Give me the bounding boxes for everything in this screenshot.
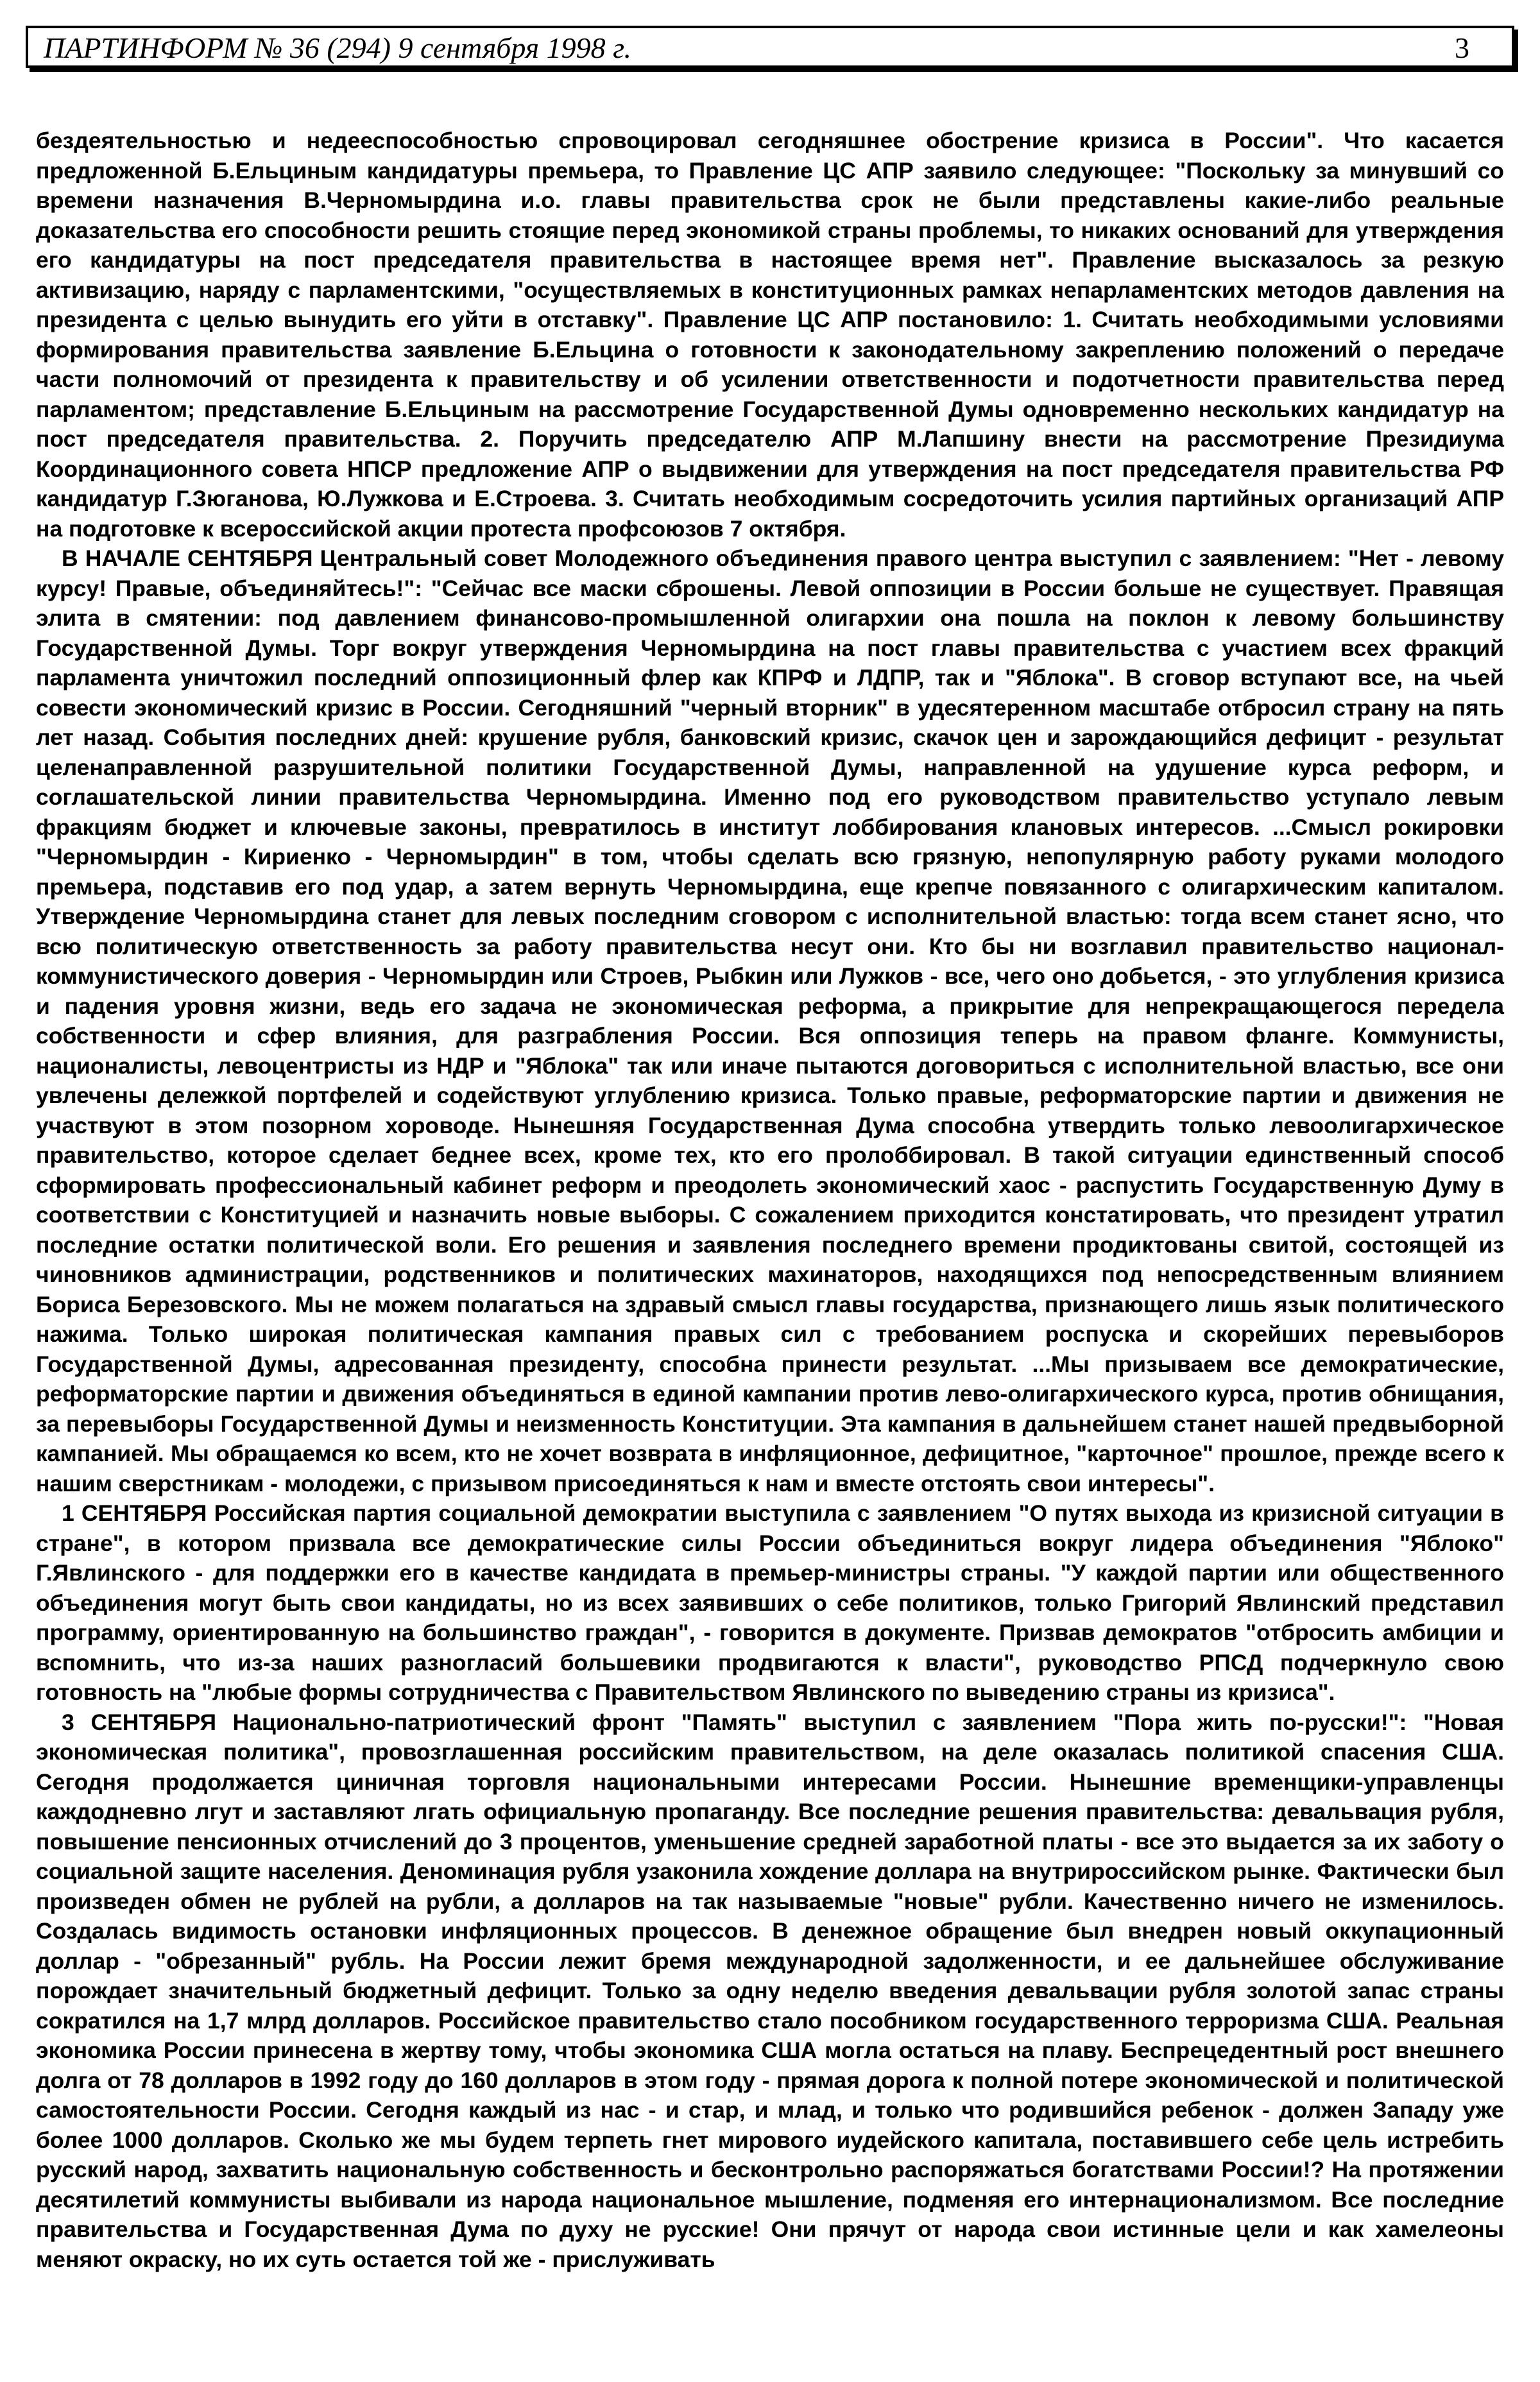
header-title: ПАРТИНФОРМ № 36 (294) 9 сентября 1998 г. bbox=[44, 31, 631, 64]
page-header bbox=[26, 26, 1514, 68]
paragraph-early-september: В НАЧАЛЕ СЕНТЯБРЯ Центральный совет Молодежного объединения правого центра выступил с заявлением: "Нет - левому курсу! Правые, объединяйтесь!": "Сейчас все маски сброшены. Левой оппозиции в России больше не существует. Правящая элита в смятении: под давлением финансово-промышленной олигархии она пошла на поклон к левому большинству Государственной Думы. Торг вокруг утверждения Черномырдина на пост главы правительства с участием всех фракций парламента уничтожил последний оппозиционный флер как КПРФ и ЛДПР, так и "Яблока". В сговор вступают все, на чьей совести экономический кризис в России. Сегодняшний "черный вторник" в удесятеренном масштабе отбросил страну на пять лет назад. События последних дней: крушение рубля, банковский кризис, скачок цен и зарождающийся дефицит - результат целенаправленной разрушительной политики Государственной Думы, направленной на удушение курса реформ, и соглашательской линии правительства Черномырдина. Именно под его руководством правительство уступало левым фракциям бюджет и ключевые законы, превратилось в институт лоббирования клановых интересов. ...Смысл рокировки "Черномырдин - Кириенко - Черномырдин" в том, чтобы сделать всю грязную, непопулярную работу руками молодого премьера, подставив его под удар, а затем вернуть Черномырдина, еще крепче повязанного с олигархическим капиталом. Утверждение Черномырдина станет для левых последним сговором с исполнительной властью: тогда всем станет ясно, что всю политическую ответственность за работу правительства несут они. Кто бы ни возглавил правительство национал-коммунистического доверия - Черномырдин или Строев, Рыбкин или Лужков - все, чего оно добьется, - это углубления кризиса и падения уровня жизни, ведь его задача не экономическая реформа, а прикрытие для непрекращающегося передела собственности и сфер влияния, для разграбления России. Вся оппозиция теперь на правом фланге. Коммунисты, националисты, левоцентристы из НДР и "Яблока" так или иначе пытаются договориться с исполнительной властью, все они увлечены дележкой портфелей и содействуют углублению кризиса. Только правые, реформаторские партии и движения не участвуют в этом позорном хороводе. Нынешняя Государственная Дума способна утвердить только левоолигархическое правительство, которое сделает беднее всех, кроме тех, кто его пролоббировал. В такой ситуации единственный способ сформировать профессиональный кабинет реформ и преодолеть экономический хаос - распустить Государственную Думу в соответствии с Конституцией и назначить новые выборы. С сожалением приходится констатировать, что президент утратил последние остатки политической воли. Его решения и заявления последнего времени продиктованы свитой, состоящей из чиновников администрации, родственников и политических махинаторов, находящихся под непосредственным влиянием Бориса Березовского. Мы не можем полагаться на здравый смысл главы государства, признающего лишь язык политического нажима. Только широкая политическая кампания правых сил с требованием роспуска и скорейших перевыборов Государственной Думы, адресованная президенту, способна принести результат. ...Мы призываем все демократические, реформаторские партии и движения объединяться в единой кампании против лево-олигархического курса, против обнищания, за перевыборы Государственной Думы и неизменность Конституции. Эта кампания в дальнейшем станет нашей предвыборной кампанией. Мы обращаемся ко всем, кто не хочет возврата в инфляционное, дефицитное, "карточное" прошлое, прежде всего к нашим сверстникам - молодежи, с призывом присоединяться к нам и вместе отстоять свои интересы". bbox=[36, 545, 1504, 1496]
page-number: 3 bbox=[1455, 31, 1469, 64]
paragraph-continuation: бездеятельностью и недееспособностью спровоцировал сегодняшнее обострение кризиса в России". Что касается предложенной Б.Ельциным кандидатуры премьера, то Правление ЦС АПР заявило следующее: "Поскольку за минувший со времени назначения В.Черномырдина и.о. главы правительства срок не были представлены какие-либо реальные доказательства его способности решить стоящие перед экономикой страны проблемы, то никаких оснований для утверждения его кандидатуры на пост председателя правительства в настоящее время нет". Правление высказалось за резкую активизацию, наряду с парламентскими, "осуществляемых в конституционных рамках непарламентских методов давления на президента с целью вынудить его уйти в отставку". Правление ЦС АПР постановило: 1. Считать необходимыми условиями формирования правительства заявление Б.Ельцина о готовности к законодательному закреплению положений о передаче части полномочий от президента к правительству и об усилении ответственности и подотчетности правительства перед парламентом; представление Б.Ельциным на рассмотрение Государственной Думы одновременно нескольких кандидатур на пост председателя правительства. 2. Поручить председателю АПР М.Лапшину внести на рассмотрение Президиума Координационного совета НПСР предложение АПР о выдвижении для утверждения на пост председателя правительства РФ кандидатур Г.Зюганова, Ю.Лужкова и Е.Строева. 3. Считать необходимым сосредоточить усилия партийных организаций АПР на подготовке к всероссийской акции протеста профсоюзов 7 октября. bbox=[36, 128, 1504, 542]
paragraph-september-3: 3 СЕНТЯБРЯ Национально-патриотический фронт "Память" выступил с заявлением "Пора жить по-русски!": "Новая экономическая политика", провозглашенная российским правительством, на деле оказалась политикой спасения США. Сегодня продолжается циничная торговля национальными интересами России. Нынешние временщики-управленцы каждодневно лгут и заставляют лгать официальную пропаганду. Все последние решения правительства: девальвация рубля, повышение пенсионных отчислений до 3 процентов, уменьшение средней заработной платы - все это выдается за их заботу о социальной защите населения. Деноминация рубля узаконила хождение доллара на внутрироссийском рынке. Фактически был произведен обмен не рублей на рубли, а долларов на так называемые "новые" рубли. Качественно ничего не изменилось. Создалась видимость остановки инфляционных процессов. В денежное обращение был внедрен новый оккупационный доллар - "обрезанный" рубль. На России лежит бремя международной задолженности, и ее дальнейшее обслуживание порождает значительный бюджетный дефицит. Только за одну неделю введения девальвации рубля золотой запас страны сократился на 1,7 млрд долларов. Российское правительство стало пособником государственного терроризма США. Реальная экономика России принесена в жертву тому, чтобы экономика США могла остаться на плаву. Беспрецедентный рост внешнего долга от 78 долларов в 1992 году до 160 долларов в этом году - прямая дорога к полной потере экономической и политической самостоятельности России. Сегодня каждый из нас - и стар, и млад, и только что родившийся ребенок - должен Западу уже более 1000 долларов. Сколько же мы будем терпеть гнет мирового иудейского капитала, поставившего себе цель истребить русский народ, захватить национальную собственность и бесконтрольно распоряжаться богатствами России!? На протяжении десятилетий коммунисты выбивали из народа национальное мышление, подменяя его интернационализмом. Все последние правительства и Государственная Дума по духу не русские! Они прячут от народа свои истинные цели и как хамелеоны меняют окраску, но их суть остается той же - прислуживать bbox=[36, 1709, 1504, 2272]
article-body bbox=[36, 126, 1504, 2274]
paragraph-september-1: 1 СЕНТЯБРЯ Российская партия социальной демократии выступила с заявлением "О путях выхода из кризисной ситуации в стране", в котором призвала все демократические силы России объединиться вокруг лидера объединения "Яблоко" Г.Явлинского - для поддержки его в качестве кандидата в премьер-министры страны. "У каждой партии или общественного объединения могут быть свои кандидаты, но из всех заявивших о себе политиков, только Григорий Явлинский представил программу, ориентированную на большинство граждан", - говорится в документе. Призвав демократов "отбросить амбиции и вспомнить, что из-за наших разногласий большевики продвигаются к власти", руководство РПСД подчеркнуло свою готовность на "любые формы сотрудничества с Правительством Явлинского по выведению страны из кризиса". bbox=[36, 1500, 1504, 1705]
